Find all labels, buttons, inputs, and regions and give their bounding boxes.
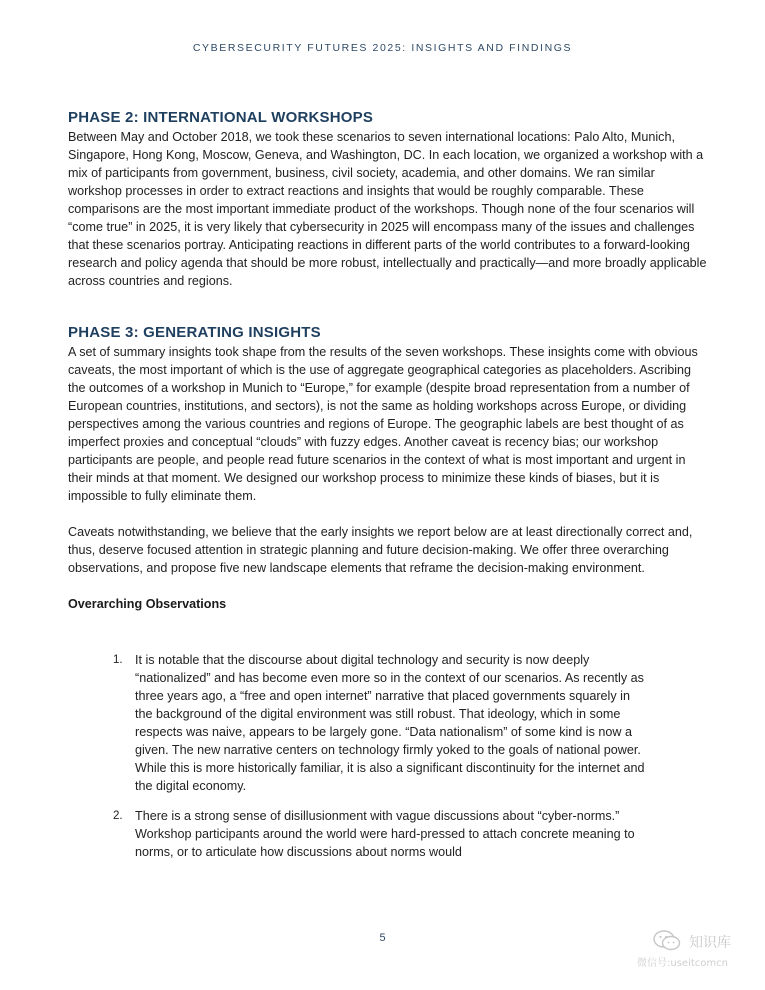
list-item-number: 1.	[113, 654, 123, 666]
list-item	[68, 807, 645, 861]
list-item	[68, 651, 645, 795]
phase3-paragraph-2: Caveats notwithstanding, we believe that the early insights we report below are at least directionally correct and, thus, deserve focused attention in strategic planning and future decision-making. We offer three overarching observations, and propose five new landscape elements that reframe the decision-making environment.	[68, 525, 693, 575]
list-item-number: 2.	[113, 810, 123, 822]
list-item-text: It is notable that the discourse about digital technology and security is now deeply “nationalized” and has become even more so in the context of our scenarios. As recently as three years ago, a “free and open internet” narrative that placed governments squarely in the background of the digital environment was still robust. That ideology, which in some respects was naive, appears to be largely gone. “Data nationalism” of some kind is now a given. The new narrative centers on technology firmly yoked to the goals of national power. While this is more historically familiar, it is also a significant discontinuity for the internet and the digital economy.	[135, 653, 645, 793]
watermark-account: 微信号:useitcomcn	[637, 958, 728, 969]
phase3-heading: PHASE 3: GENERATING INSIGHTS	[68, 324, 321, 341]
list-item-text: There is a strong sense of disillusionment with vague discussions about “cyber-norms.” Workshop participants around the world were hard-pressed to attach concrete meaning to norms, or to articulate how discussions about norms would	[135, 809, 635, 859]
observations-list	[68, 651, 708, 861]
page-content	[68, 108, 708, 861]
phase2-heading: PHASE 2: INTERNATIONAL WORKSHOPS	[68, 109, 374, 126]
phase3-paragraph-1: A set of summary insights took shape from the results of the seven workshops. These insights come with obvious caveats, the most important of which is the use of aggregate geographical categories as placeholders. Ascribing the outcomes of a workshop in Munich to “Europe,” for example (despite broad representation from a number of European countries, institutions, and sectors), is not the same as holding workshops across Europe, or dividing perspectives among the various countries and regions of Europe. The geographic labels are best thought of as imperfect proxies and conceptual “clouds” with fuzzy edges. Another caveat is recency bias; our workshop participants are people, and people read future scenarios in the context of what is most important and urgent in their minds at that moment. We designed our workshop process to minimize these kinds of biases, but it is impossible to fully eliminate them.	[68, 345, 698, 503]
overarching-observations-heading: Overarching Observations	[68, 597, 227, 611]
running-header: CYBERSECURITY FUTURES 2025: INSIGHTS AND FINDINGS	[192, 42, 573, 54]
page-number: 5	[379, 932, 386, 944]
wechat-icon	[653, 930, 681, 952]
phase2-paragraph: Between May and October 2018, we took these scenarios to seven international locations: Palo Alto, Munich, Singapore, Hong Kong, Moscow, Geneva, and Washington, DC. In each location, we organized a workshop with a mix of participants from government, business, civil society, academia, and other domains. We ran similar workshop processes in order to extract reactions and insights that would be roughly comparable. These comparisons are the most important immediate product of the workshops. Though none of the four scenarios will “come true” in 2025, it is very likely that cybersecurity in 2025 will encompass many of the issues and challenges that these scenarios portray. Anticipating reactions in different parts of the world contributes to a forward-looking research and policy agenda that should be more robust, intellectually and practically—and more broadly applicable across countries and regions.	[68, 130, 707, 288]
watermark	[637, 930, 755, 972]
watermark-name: 知识库	[689, 935, 731, 951]
